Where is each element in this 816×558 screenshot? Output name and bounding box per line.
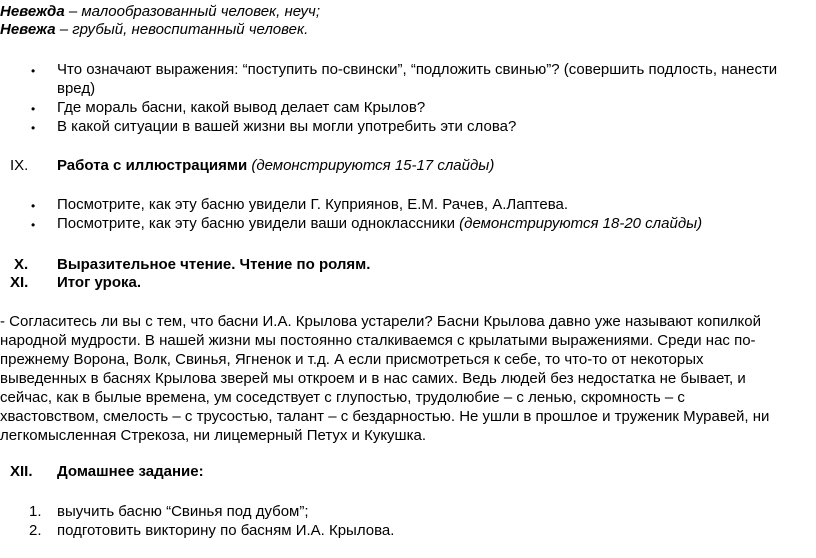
homework-item: подготовить викторину по басням И.А. Крылова. — [57, 522, 395, 539]
section-title: Работа с иллюстрациями — [57, 157, 248, 174]
definition-term: Невежа — [0, 21, 56, 38]
bullet-icon: • — [31, 218, 36, 232]
summary-line: выведенных в баснях Крылова зверей мы откроем и в нас самих. Ведь людей без недостатка не бывает, и — [0, 370, 746, 387]
section-numeral: X. — [14, 256, 29, 273]
illustration-item — [57, 195, 568, 214]
section-title: Выразительное чтение. Чтение по ролям. — [57, 256, 371, 273]
section-heading-illustrations — [57, 156, 494, 175]
bullet-icon: • — [31, 64, 36, 78]
bullet-icon: • — [31, 121, 36, 135]
bullet-icon: • — [31, 199, 36, 213]
summary-line: прежнему Ворона, Волк, Свинья, Ягненок и т.д. А если присмотреться к себе, то что-то от некоторых — [0, 351, 704, 368]
section-note: (демонстрируются 15-17 слайды) — [247, 157, 495, 174]
definition-text: – малообразованный человек, неуч; — [64, 3, 320, 20]
summary-line: сейчас, как в былые времена, ум соседствует с глупостью, трудолюбие – с ленью, скромность – с — [0, 389, 685, 406]
section-numeral: XI. — [10, 274, 29, 291]
summary-line: народной мудрости. В нашей жизни мы постоянно сталкиваемся с крылатыми выражениями. Среди нас по- — [0, 332, 756, 349]
homework-number: 2. — [29, 522, 42, 539]
section-numeral: XII. — [10, 463, 33, 480]
summary-line: хвастовством, смелость – с трусостью, талант – с бездарностью. Не ушли в прошлое и труженик Муравей, ни — [0, 408, 770, 425]
definition-text: – грубый, невоспитанный человек. — [55, 21, 309, 38]
illustration-text: Посмотрите, как эту басню увидели Г. Куприянов, Е.М. Рачев, А.Лаптева. — [57, 196, 569, 213]
question-item: Где мораль басни, какой вывод делает сам Крылов? — [57, 99, 426, 116]
summary-line: легкомысленная Стрекоза, ни лицемерный Петух и Кукушка. — [0, 427, 426, 444]
homework-item: выучить басню “Свинья под дубом”; — [57, 503, 309, 520]
illustration-note: (демонстрируются 18-20 слайды) — [459, 215, 703, 232]
question-item-continued: вред) — [57, 80, 96, 97]
illustration-text: Посмотрите, как эту басню увидели ваши одноклассники — [57, 215, 460, 232]
bullet-icon: • — [31, 102, 36, 116]
section-title: Итог урока. — [57, 274, 141, 291]
summary-line: - Согласитесь ли вы с тем, что басни И.А. Крылова устарели? Басни Крылова давно уже называют копилкой — [0, 313, 761, 330]
homework-number: 1. — [29, 503, 42, 520]
definition-term: Невежда — [0, 3, 65, 20]
summary-paragraph — [0, 312, 808, 445]
section-numeral: IX. — [10, 157, 29, 174]
illustration-item — [57, 214, 702, 233]
question-item: В какой ситуации в вашей жизни вы могли употребить эти слова? — [57, 118, 517, 135]
question-item: Что означают выражения: “поступить по-свински”, “подложить свинью”? (совершить подлость, нанести — [57, 61, 778, 78]
section-title: Домашнее задание: — [57, 463, 204, 480]
definition-boor — [0, 20, 308, 39]
definition-ignoramus — [0, 2, 320, 21]
